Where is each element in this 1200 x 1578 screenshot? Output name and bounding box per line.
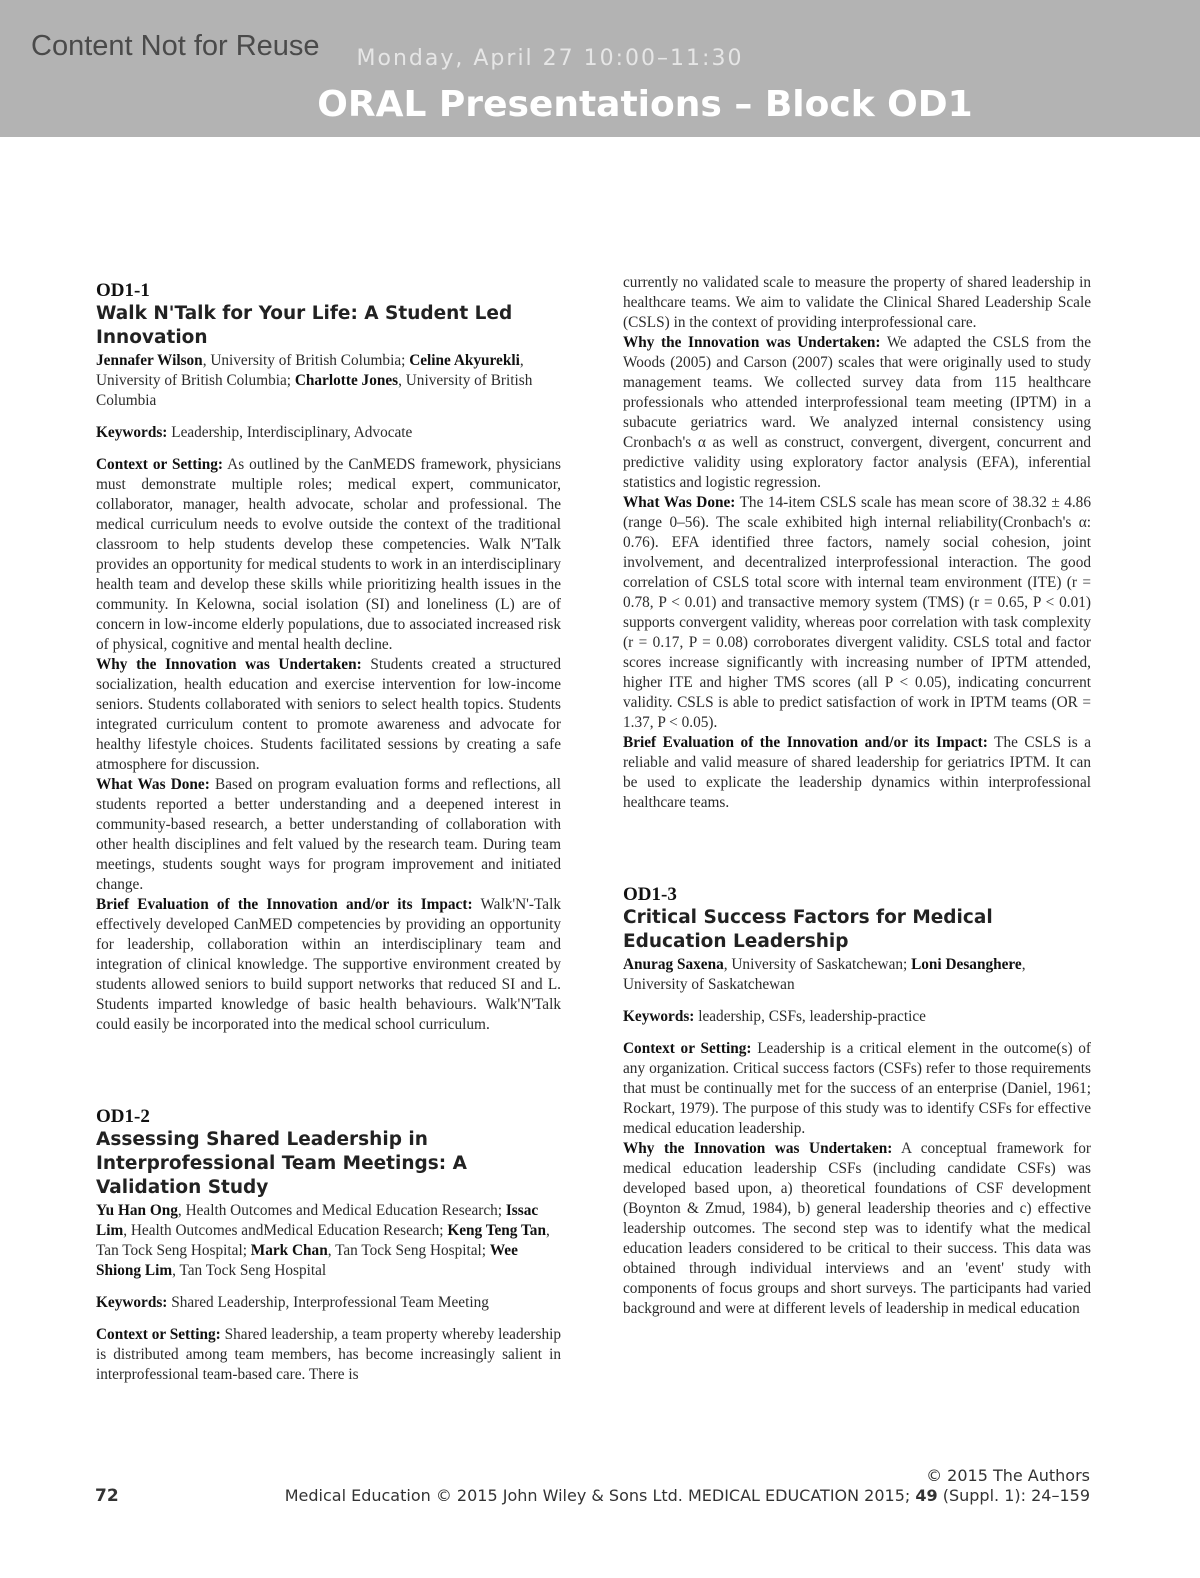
abstract-title: Critical Success Factors for Medical Education Leadership	[623, 907, 993, 952]
section-why	[623, 333, 1091, 493]
section-evaluation	[96, 895, 561, 1035]
section-label: What Was Done:	[623, 494, 736, 511]
author-name: Loni Desanghere	[911, 956, 1022, 973]
author-name: Wee Shiong Lim	[96, 1242, 518, 1279]
author-affiliation: , University of British Columbia;	[96, 352, 524, 389]
keywords-label: Keywords:	[96, 1294, 168, 1311]
section-label: Context or Setting:	[96, 1326, 221, 1343]
section-what	[623, 493, 1091, 733]
abstract-id: OD1-1	[96, 280, 150, 301]
section-context-continued	[623, 273, 1091, 333]
keywords	[96, 423, 561, 443]
copyright-line: © 2015 The Authors	[926, 1466, 1090, 1485]
section-context	[96, 455, 561, 655]
author-affiliation: , University of Saskatchewan;	[723, 956, 912, 973]
journal-prefix: Medical Education © 2015 John Wiley & Sons Ltd. MEDICAL EDUCATION 2015;	[284, 1486, 916, 1505]
keywords-text: leadership, CSFs, leadership-practice	[698, 1008, 926, 1025]
keywords-text: Shared Leadership, Interprofessional Team Meeting	[171, 1294, 489, 1311]
section-why	[96, 655, 561, 775]
abstract-id: OD1-3	[623, 884, 677, 905]
right-column	[623, 273, 1091, 1319]
author-affiliation: , University of Saskatchewan	[623, 956, 1026, 993]
section-text: The 14-item CSLS scale has mean score of 38.32 ± 4.86 (range 0–56). The scale exhibited high internal reliability(Cronbach's α: 0.76). EFA identified three factors, namely social cohesion, joint involvement, and decentralized interprofessional interaction. The good correlation of CSLS total score with internal team environment (ITE) (r = 0.78, P < 0.01) and transactive memory system (TMS) (r = 0.65, P < 0.01) supports convergent validity, whereas poor correlation with task complexity (r = 0.17, P = 0.08) corroborates divergent validity. CSLS total and factor scores increase significantly with increasing number of IPTM attended, higher ITE and higher TMS scores (all P < 0.05), indicating concurrent validity. CSLS is able to predict satisfaction of work in IPTM teams (OR = 1.37, P < 0.05).	[623, 494, 1091, 731]
left-column	[96, 275, 561, 1385]
section-context	[96, 1325, 561, 1385]
author-affiliation: , University of British Columbia;	[202, 352, 410, 369]
section-why	[623, 1139, 1091, 1319]
abstract-id: OD1-2	[96, 1106, 150, 1127]
author-list	[623, 955, 1091, 995]
section-what	[96, 775, 561, 895]
keywords-label: Keywords:	[623, 1008, 695, 1025]
keywords-label: Keywords:	[96, 424, 168, 441]
section-label: Context or Setting:	[623, 1040, 752, 1057]
section-text: Students created a structured socialization, health education and exercise intervention for low-income seniors. Students collaborated with seniors to select health topics. Students integrated curriculum content to promote awareness and advocate for healthy lifestyle choices. Students facilitated sessions by creating a safe atmosphere for discussion.	[96, 656, 561, 773]
section-text: Walk'N'-Talk effectively developed CanMED competencies by providing an opportunity for leadership, collaboration within an interdisciplinary team and integration of clinical knowledge. The supportive environment created by students allowed seniors to build support networks that reduced SI and L. Students imparted knowledge of basic health behaviours. Walk'N'Talk could easily be incorporated into the medical school curriculum.	[96, 896, 561, 1033]
author-affiliation: , Tan Tock Seng Hospital	[172, 1262, 327, 1279]
journal-citation	[285, 1486, 1090, 1505]
section-text: Shared leadership, a team property whereby leadership is distributed among team members, has become increasingly salient in interprofessional team-based care. There is	[96, 1326, 561, 1383]
author-name: Jennafer Wilson	[96, 352, 203, 369]
author-affiliation: , Health Outcomes and Medical Education Research;	[177, 1202, 506, 1219]
section-text: The CSLS is a reliable and valid measure of shared leadership for geriatrics IPTM. It can be used to explicate the leadership dynamics within interprofessional healthcare teams.	[623, 734, 1091, 811]
section-context	[623, 1039, 1091, 1139]
author-name: Keng Teng Tan	[447, 1222, 546, 1239]
abstract-od1-2	[96, 1105, 561, 1385]
keywords	[96, 1293, 561, 1313]
author-name: Mark Chan	[250, 1242, 328, 1259]
page-header	[0, 0, 1200, 137]
section-label: Context or Setting:	[96, 456, 223, 473]
abstract-od1-1	[96, 279, 561, 1035]
section-text: Based on program evaluation forms and reflections, all students reported a better understanding and a deepened interest in community-based research, a better understanding of collaboration with other health disciplines and felt valued by the research team. During team meetings, students sought ways for program improvement and initiated change.	[96, 776, 561, 893]
section-text: As outlined by the CanMEDS framework, physicians must demonstrate multiple roles; medical expert, communicator, collaborator, manager, health advocate, scholar and professional. The medical curriculum needs to evolve outside the context of the traditional classroom to help students develop these competencies. Walk N'Talk provides an opportunity for medical students to work in an interdisciplinary health team and develop these skills while prioritizing health issues in the community. In Kelowna, social isolation (SI) and loneliness (L) are of concern in low-income elderly populations, due to associated increased risk of physical, cognitive and mental health decline.	[96, 456, 561, 653]
section-label: Why the Innovation was Undertaken:	[96, 656, 362, 673]
author-name: Anurag Saxena	[623, 956, 724, 973]
session-date: Monday, April 27 10:00–11:30	[356, 46, 744, 71]
author-name: Celine Akyurekli	[409, 352, 520, 369]
journal-volume: 49	[915, 1486, 938, 1505]
section-text: We adapted the CSLS from the Woods (2005) and Carson (2007) scales that were originally used to study management teams. We collected survey data from 115 healthcare professionals who attended interprofessional team meeting (IPTM) in a subacute geriatrics ward. We analyzed internal consistency using Cronbach's α as well as construct, convergent, divergent, concurrent and predictive validity using exploratory factor analysis (EFA), inferential statistics and logistic regression.	[623, 334, 1091, 491]
author-affiliation: , University of British Columbia	[96, 372, 533, 409]
watermark: Content Not for Reuse	[31, 30, 320, 62]
keywords	[623, 1007, 1091, 1027]
keywords-text: Leadership, Interdisciplinary, Advocate	[171, 424, 413, 441]
section-evaluation	[623, 733, 1091, 813]
journal-suffix: (Suppl. 1): 24–159	[937, 1486, 1090, 1505]
section-label: Brief Evaluation of the Innovation and/or its Impact:	[623, 734, 988, 751]
author-affiliation: , Tan Tock Seng Hospital;	[327, 1242, 490, 1259]
section-label: Brief Evaluation of the Innovation and/or its Impact:	[96, 896, 473, 913]
author-name: Yu Han Ong	[96, 1202, 178, 1219]
author-affiliation: , Health Outcomes andMedical Education Research;	[123, 1222, 448, 1239]
author-name: Charlotte Jones	[294, 372, 399, 389]
abstract-title: Assessing Shared Leadership in Interprofessional Team Meetings: A Validation Study	[96, 1129, 467, 1198]
section-label: Why the Innovation was Undertaken:	[623, 334, 881, 351]
section-label: Why the Innovation was Undertaken:	[623, 1140, 893, 1157]
author-list	[96, 1201, 561, 1281]
author-name: Issac Lim	[96, 1202, 539, 1239]
session-title: ORAL Presentations – Block OD1	[317, 84, 973, 125]
section-label: What Was Done:	[96, 776, 210, 793]
section-text: A conceptual framework for medical education leadership CSFs (including candidate CSFs) was developed based upon, a) theoretical foundations of CSF development (Boynton & Zmud, 1984), b) general leadership theories and c) effective leadership outcomes. The second step was to identify what the medical education leaders considered to be critical to their success. This data was obtained through individual interviews and an 'event' study with components of focus groups and short surveys. The participants had varied background and were at different levels of leadership in medical education	[623, 1140, 1091, 1317]
section-text: Leadership is a critical element in the outcome(s) of any organization. Critical success factors (CSFs) refer to those requirements that must be continually met for the success of an enterprise (Daniel, 1961; Rockart, 1979). The purpose of this study was to identify CSFs for effective medical education leadership.	[623, 1040, 1092, 1137]
author-list	[96, 351, 561, 411]
section-text: currently no validated scale to measure the property of shared leadership in healthcare teams. We aim to validate the Clinical Shared Leadership Scale (CSLS) in the context of providing interprofessional care.	[623, 274, 1091, 331]
page-number: 72	[95, 1486, 119, 1506]
author-affiliation: , Tan Tock Seng Hospital;	[96, 1222, 550, 1259]
abstract-od1-2-continued	[623, 273, 1091, 813]
abstract-od1-3	[623, 883, 1091, 1319]
abstract-title: Walk N'Talk for Your Life: A Student Led Innovation	[96, 303, 513, 348]
